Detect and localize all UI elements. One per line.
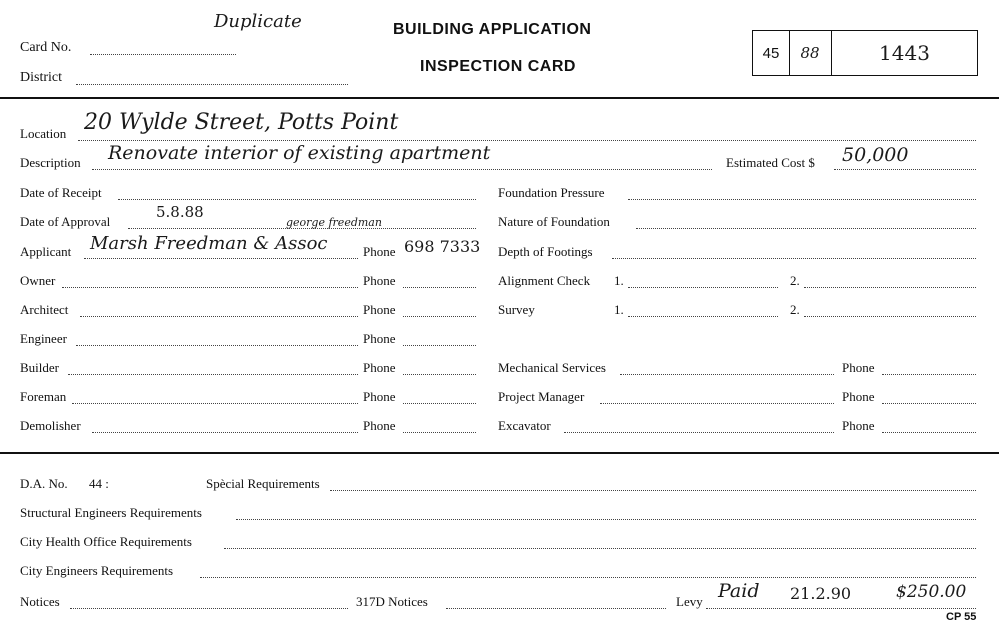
excavator-phone-field[interactable]: [882, 432, 976, 433]
builder-phone-field[interactable]: [403, 374, 476, 375]
alignment-check-label: Alignment Check: [498, 273, 591, 288]
demolisher-label: Demolisher: [20, 418, 81, 433]
location-field[interactable]: [78, 140, 976, 141]
date-of-approval-label: Date of Approval: [20, 214, 111, 229]
excavator-phone-label: Phone: [842, 418, 875, 433]
levy-label: Levy: [676, 594, 703, 609]
depth-of-footings-field[interactable]: [612, 258, 976, 259]
city-engineers-label: City Engineers Requirements: [20, 563, 174, 578]
number-box-prefix: 45: [762, 44, 780, 62]
description-label: Description: [20, 155, 81, 170]
notices-label: Notices: [20, 594, 60, 609]
foreman-label: Foreman: [20, 389, 67, 404]
location-label: Location: [20, 126, 67, 141]
city-health-label: City Health Office Requirements: [20, 534, 192, 549]
foundation-pressure-field[interactable]: [628, 199, 976, 200]
notices-317d-label: 317D Notices: [356, 594, 428, 609]
levy-amount: $250.00: [896, 582, 967, 602]
engineer-phone-field[interactable]: [403, 345, 476, 346]
architect-field[interactable]: [80, 316, 358, 317]
duplicate-stamp: Duplicate: [214, 11, 302, 32]
architect-label: Architect: [20, 302, 69, 317]
owner-phone-field[interactable]: [403, 287, 476, 288]
alignment-check-1-label: 1.: [614, 273, 624, 288]
engineer-label: Engineer: [20, 331, 67, 346]
project-manager-phone-field[interactable]: [882, 403, 976, 404]
builder-phone-label: Phone: [363, 360, 396, 375]
description-field[interactable]: [92, 169, 712, 170]
city-health-field[interactable]: [224, 548, 976, 549]
date-of-receipt-label: Date of Receipt: [20, 185, 102, 200]
foreman-field[interactable]: [72, 403, 358, 404]
da-no-value: 44 :: [89, 476, 109, 491]
applicant-value: Marsh Freedman & Assoc: [90, 233, 328, 254]
structural-engineers-label: Structural Engineers Requirements: [20, 505, 202, 520]
number-box-year: 88: [800, 44, 820, 62]
da-no-label: D.A. No.: [20, 476, 68, 491]
district-field[interactable]: [76, 84, 348, 85]
engineer-field[interactable]: [76, 345, 358, 346]
survey-label: Survey: [498, 302, 535, 317]
nature-of-foundation-label: Nature of Foundation: [498, 214, 610, 229]
form-title: BUILDING APPLICATION: [393, 21, 592, 38]
form-subtitle: INSPECTION CARD: [420, 58, 576, 75]
structural-engineers-field[interactable]: [236, 519, 976, 520]
survey-2-field[interactable]: [804, 316, 976, 317]
excavator-label: Excavator: [498, 418, 551, 433]
demolisher-phone-label: Phone: [363, 418, 396, 433]
divider-top: [0, 97, 999, 99]
project-manager-phone-label: Phone: [842, 389, 875, 404]
owner-field[interactable]: [62, 287, 358, 288]
notices-317d-field[interactable]: [446, 608, 666, 609]
special-requirements-label: Spècial Requirements: [206, 476, 320, 491]
card-no-label: Card No.: [20, 40, 72, 55]
estimated-cost-value: 50,000: [842, 144, 909, 166]
builder-field[interactable]: [68, 374, 358, 375]
nature-of-foundation-field[interactable]: [636, 228, 976, 229]
alignment-check-2-label: 2.: [790, 273, 800, 288]
levy-field[interactable]: [706, 608, 976, 609]
alignment-check-1-field[interactable]: [628, 287, 778, 288]
special-requirements-field[interactable]: [330, 490, 976, 491]
owner-label: Owner: [20, 273, 56, 288]
builder-label: Builder: [20, 360, 59, 375]
applicant-phone-value: 698 7333: [404, 237, 481, 256]
estimated-cost-label: Estimated Cost $: [726, 155, 815, 170]
mechanical-services-field[interactable]: [620, 374, 834, 375]
project-manager-label: Project Manager: [498, 389, 585, 404]
project-manager-field[interactable]: [600, 403, 834, 404]
date-of-approval-value: 5.8.88: [156, 203, 204, 221]
applicant-label: Applicant: [20, 244, 72, 259]
number-box-serial: 1443: [879, 41, 930, 65]
engineer-phone-label: Phone: [363, 331, 396, 346]
alignment-check-2-field[interactable]: [804, 287, 976, 288]
survey-1-label: 1.: [614, 302, 624, 317]
district-label: District: [20, 70, 62, 85]
owner-phone-label: Phone: [363, 273, 396, 288]
location-value: 20 Wylde Street, Potts Point: [84, 110, 399, 135]
applicant-phone-label: Phone: [363, 244, 396, 259]
survey-2-label: 2.: [790, 302, 800, 317]
foundation-pressure-label: Foundation Pressure: [498, 185, 605, 200]
foreman-phone-label: Phone: [363, 389, 396, 404]
depth-of-footings-label: Depth of Footings: [498, 244, 593, 259]
signature: george freedman: [286, 216, 382, 229]
levy-paid: Paid: [718, 580, 760, 602]
form-code: CP 55: [946, 611, 977, 623]
notices-field[interactable]: [70, 608, 348, 609]
mechanical-services-label: Mechanical Services: [498, 360, 606, 375]
card-no-field[interactable]: [90, 54, 236, 55]
mechanical-services-phone-field[interactable]: [882, 374, 976, 375]
card-number-box: [752, 30, 978, 76]
demolisher-field[interactable]: [92, 432, 358, 433]
divider-middle: [0, 452, 999, 454]
architect-phone-field[interactable]: [403, 316, 476, 317]
survey-1-field[interactable]: [628, 316, 778, 317]
mechanical-services-phone-label: Phone: [842, 360, 875, 375]
applicant-field[interactable]: [84, 258, 358, 259]
demolisher-phone-field[interactable]: [403, 432, 476, 433]
description-value: Renovate interior of existing apartment: [108, 142, 491, 164]
foreman-phone-field[interactable]: [403, 403, 476, 404]
excavator-field[interactable]: [564, 432, 834, 433]
levy-date: 21.2.90: [790, 584, 852, 603]
estimated-cost-field[interactable]: [834, 169, 976, 170]
city-engineers-field[interactable]: [200, 577, 976, 578]
date-of-receipt-field[interactable]: [118, 199, 476, 200]
architect-phone-label: Phone: [363, 302, 396, 317]
